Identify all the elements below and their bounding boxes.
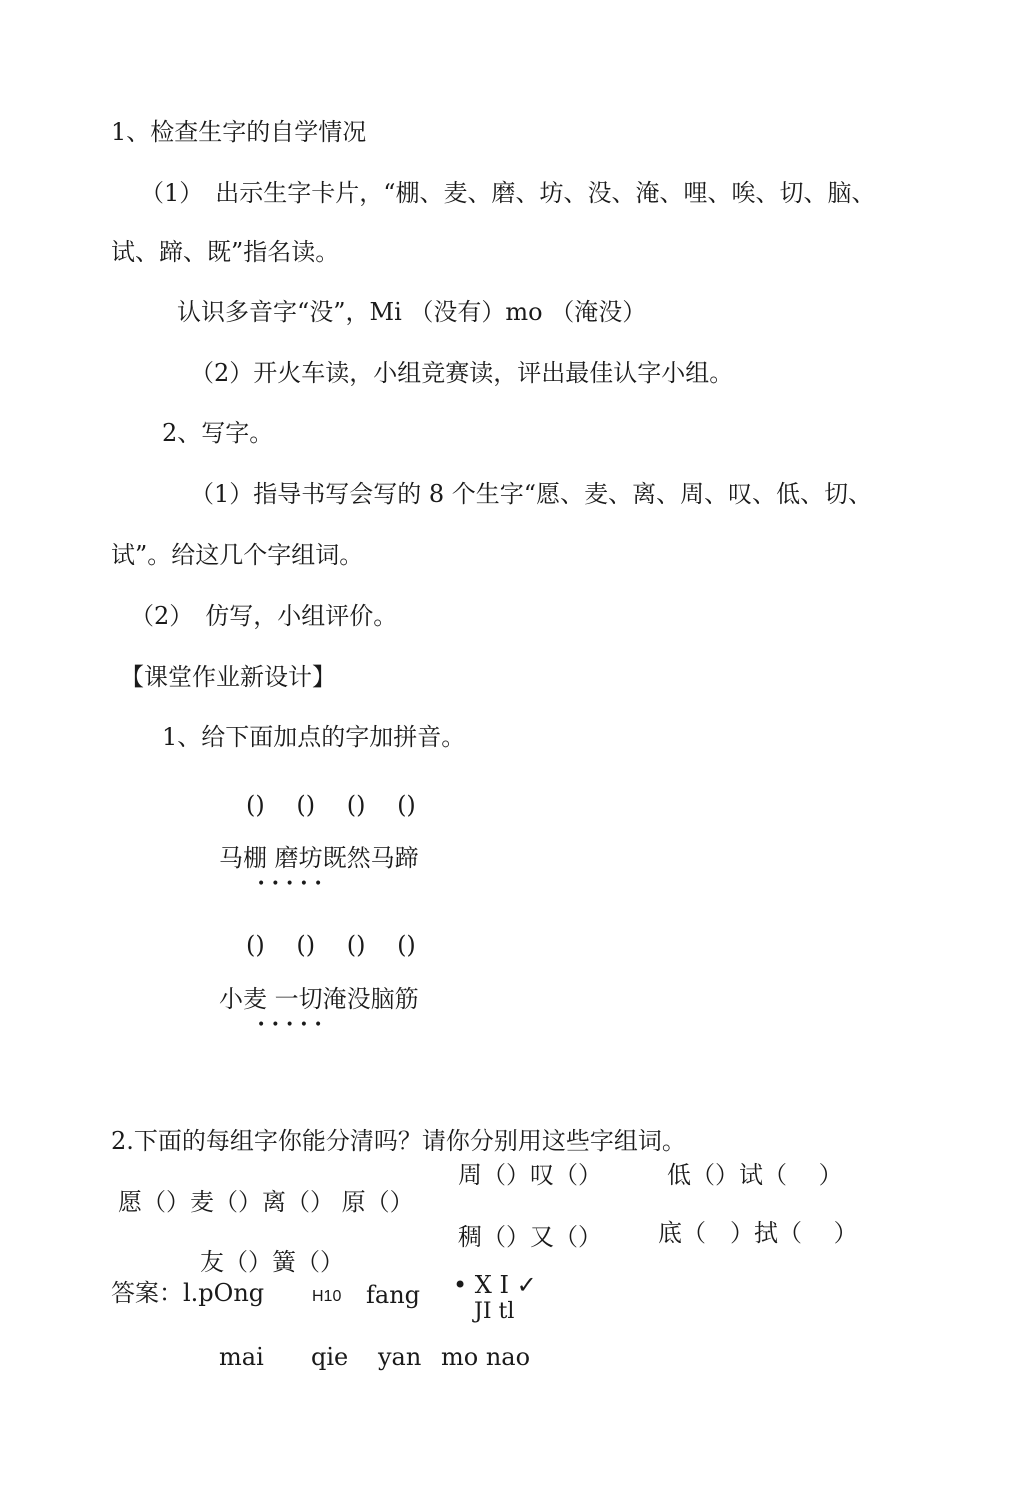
write-1-cont: 试”。给这几个字组词。 bbox=[111, 541, 364, 569]
q2-left-row: 愿（）麦（）离（） 原（） bbox=[118, 1188, 414, 1216]
pinyin-blanks-row-1: () () () () bbox=[246, 791, 416, 819]
write-title: 2、写字。 bbox=[162, 419, 274, 447]
polyphone-note: 认识多音字“没”，Mi （没有）mo （淹没） bbox=[177, 298, 647, 326]
homework-heading: 【课堂作业新设计】 bbox=[120, 663, 336, 691]
write-1: （1）指导书写会写的 8 个生字“愿、麦、离、周、叹、低、切、 bbox=[190, 480, 873, 508]
step-1-cont: 试、蹄、既”指名读。 bbox=[111, 238, 340, 266]
answer-yan: yan bbox=[378, 1343, 422, 1371]
answer-xi: • X I ✓ bbox=[453, 1271, 537, 1299]
q2-right-bottom: 底（ ）拭（ ） bbox=[658, 1219, 858, 1247]
check-title: 1、检查生字的自学情况 bbox=[111, 118, 367, 146]
answer-fang: fang bbox=[366, 1281, 421, 1309]
words-row-1: 马棚 磨坊既然马蹄 bbox=[219, 844, 419, 872]
pinyin-blanks-row-2: () () () () bbox=[246, 931, 416, 959]
step-2: （2）开火车读，小组竞赛读，评出最佳认字小组。 bbox=[190, 359, 734, 387]
emphasis-dots-row-2: ••••• bbox=[257, 1017, 329, 1033]
answer-jitl: JI tl bbox=[474, 1299, 515, 1324]
write-2: （2） 仿写，小组评价。 bbox=[130, 602, 398, 630]
words-row-2: 小麦 一切淹没脑筋 bbox=[219, 985, 419, 1013]
answer-mai: mai bbox=[219, 1343, 264, 1371]
question-2-title: 2.下面的每组字你能分清吗？请你分别用这些字组词。 bbox=[111, 1127, 686, 1155]
q2-middle-bottom: 稠（）又（） bbox=[458, 1223, 602, 1251]
answer-qie: qie bbox=[311, 1343, 349, 1371]
answer-mo-nao: mo nao bbox=[441, 1343, 531, 1371]
q2-clipped-row bbox=[200, 1247, 360, 1276]
question-1-title: 1、给下面加点的字加拼音。 bbox=[162, 723, 466, 751]
emphasis-dots-row-1: ••••• bbox=[257, 876, 329, 892]
step-1: （1） 出示生字卡片，“棚、麦、磨、坊、没、淹、哩、唉、切、脑、 bbox=[140, 179, 876, 207]
answer-h10: H10 bbox=[312, 1288, 342, 1305]
q2-middle-top: 周（）叹（） bbox=[458, 1161, 602, 1189]
q2-right-top: 低（）试（ ） bbox=[667, 1161, 843, 1189]
q2-clipped-text: 友（）簧（） bbox=[200, 1248, 344, 1276]
answer-label: 答案：l.pOng bbox=[111, 1279, 265, 1307]
